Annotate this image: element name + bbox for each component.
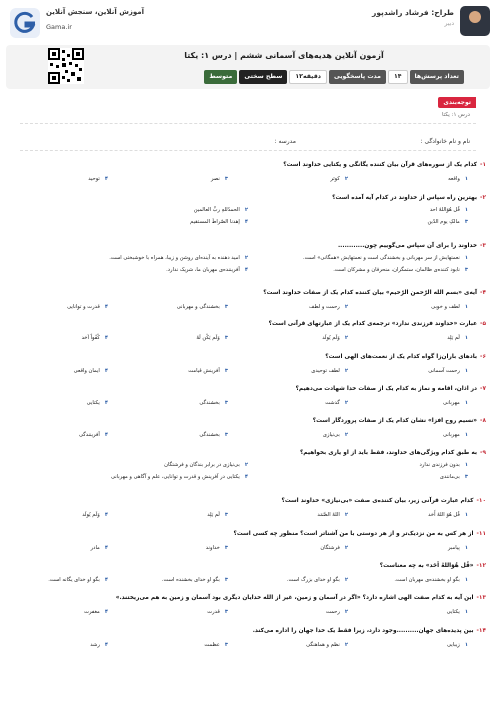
question-text: «نسیم روح افزا» نشان کدام یک از صفات پروردگار است؟ (312, 418, 478, 424)
question-4 (10, 290, 486, 320)
answer-option-2[interactable] (194, 207, 248, 213)
option-text: وَلَم یُولَد (82, 512, 100, 518)
question-stem (10, 195, 486, 205)
question-number: ۷- (480, 386, 486, 392)
option-number: ۴ (104, 609, 108, 615)
question-stem (10, 290, 486, 300)
option-text: مهربانی (443, 432, 460, 438)
option-text: آفرینش قیامت (188, 368, 220, 374)
option-number: ۲ (344, 512, 348, 518)
question-text: بادهای باران‌زا گواه کدام یک از نعمت‌های الهی است؟ (325, 354, 478, 360)
option-text: زیبایی (446, 642, 460, 648)
answer-option-1[interactable] (447, 609, 468, 615)
option-number: ۴ (104, 577, 108, 583)
answer-option-1[interactable] (428, 368, 468, 374)
option-text: واقعه (448, 176, 460, 182)
question-number: ۱۴- (476, 628, 486, 634)
question-1 (10, 162, 486, 192)
option-number: ۳ (224, 512, 228, 518)
option-number: ۴ (244, 219, 248, 225)
option-number: ۲ (344, 432, 348, 438)
option-text: رشد (90, 642, 100, 648)
option-number: ۳ (224, 545, 228, 551)
question-stem (10, 321, 486, 331)
option-number: ۳ (464, 219, 468, 225)
option-text: بخشندگی (199, 400, 220, 406)
question-9 (10, 450, 486, 480)
gama-logo-icon (10, 8, 40, 38)
option-text: رحمت و لطف (309, 304, 340, 310)
option-number: ۴ (244, 267, 248, 273)
answer-option-3[interactable] (196, 335, 228, 341)
question-12 (10, 563, 486, 593)
answer-option-2[interactable] (325, 400, 348, 406)
option-number: ۲ (344, 335, 348, 341)
answer-option-1[interactable] (448, 176, 468, 182)
answer-option-3[interactable] (199, 432, 228, 438)
answer-option-2[interactable] (320, 545, 348, 551)
answer-option-3[interactable] (199, 400, 228, 406)
answer-option-1[interactable] (443, 432, 468, 438)
school-name: آموزش آنلاین، سنجش آنلاین (46, 8, 145, 16)
answer-option-4[interactable] (67, 304, 108, 310)
student-info-row (20, 136, 476, 151)
answer-option-2[interactable] (306, 642, 348, 648)
option-text: مهربانی (443, 400, 460, 406)
option-number: ۳ (224, 176, 228, 182)
avatar (460, 6, 490, 36)
question-stem (10, 418, 486, 428)
option-number: ۲ (344, 368, 348, 374)
option-number: ۴ (104, 176, 108, 182)
option-text: یکتایی (446, 609, 460, 615)
question-3 (10, 243, 486, 273)
answer-option-1[interactable] (394, 577, 468, 583)
option-text: آفرینندگی (78, 432, 100, 438)
question-stem (10, 531, 486, 541)
option-number: ۲ (344, 642, 348, 648)
option-text: بخشندگی (199, 432, 220, 438)
option-number: ۳ (224, 304, 228, 310)
answer-option-2[interactable] (317, 512, 348, 518)
answer-option-3[interactable] (207, 512, 228, 518)
answer-option-4[interactable] (48, 577, 108, 583)
option-text: خداوند (205, 545, 220, 551)
question-stem (10, 563, 486, 573)
option-number: ۲ (244, 207, 248, 213)
option-number: ۱ (464, 577, 468, 583)
exam-title: آزمون آنلاین هدیه‌های آسمانی ششم | درس ۱: یکتا (184, 51, 384, 60)
option-text: آفریننده‌ی مهربان ما، شریک ندارد. (166, 267, 240, 273)
question-5 (10, 321, 486, 351)
question-number: ۴- (480, 290, 486, 296)
option-number: ۳ (224, 642, 228, 648)
author-name: طراح: فرشاد راشدپور (372, 8, 454, 17)
difficulty: متوسط (204, 70, 237, 84)
option-number: ۳ (224, 335, 228, 341)
answer-option-1[interactable] (430, 207, 468, 213)
answer-option-2[interactable] (330, 176, 348, 182)
question-number: ۱۰- (476, 498, 486, 504)
answer-option-1[interactable] (447, 335, 468, 341)
answer-option-4[interactable] (190, 219, 248, 225)
option-text: نظم و هماهنگی (306, 642, 340, 648)
question-text: «قُل هُوَاللهُ اَحَد» به چه معناست؟ (379, 563, 474, 569)
answer-option-3[interactable] (177, 304, 228, 310)
exam-title-bar (6, 45, 490, 89)
option-text: کوثر (330, 176, 340, 182)
answer-option-2[interactable] (164, 462, 248, 468)
option-text: مالکِ یوم الدّین (427, 219, 460, 225)
duration-label: مدت پاسخگویی (329, 70, 386, 84)
answer-option-1[interactable] (428, 512, 468, 518)
answer-option-2[interactable] (311, 368, 348, 374)
question-text: خداوند را برای آن سپاس می‌گوییم چون............ (337, 243, 478, 249)
answer-option-2[interactable] (322, 335, 348, 341)
lesson-label: درس ۱: یکتا (441, 112, 470, 118)
answer-option-4[interactable] (88, 176, 108, 182)
option-text: وَلَم یُولَد (322, 335, 340, 341)
option-text: رحمت (326, 609, 340, 615)
option-number: ۴ (104, 368, 108, 374)
author-tag: دبیر (444, 20, 454, 27)
question-number: ۳- (480, 243, 486, 249)
question-number: ۱۲- (476, 563, 486, 569)
answer-option-4[interactable] (84, 609, 108, 615)
option-text: یکتایی (86, 400, 100, 406)
answer-option-4[interactable] (82, 512, 108, 518)
answer-option-3[interactable] (204, 642, 228, 648)
option-number: ۴ (104, 512, 108, 518)
option-text: لَم یَلِد (447, 335, 460, 341)
answer-option-3[interactable] (162, 577, 228, 583)
question-number: ۶- (480, 354, 486, 360)
option-text: قدرت و توانایی (67, 304, 100, 310)
answer-option-2[interactable] (309, 304, 348, 310)
option-text: بی‌نیازی (322, 432, 340, 438)
answer-option-3[interactable] (211, 176, 228, 182)
option-text: یکتایی در آفرینش و قدرت و توانایی، علم و آگاهی و مهربانی (110, 474, 240, 480)
question-stem (10, 595, 486, 605)
option-text: نصر (211, 176, 220, 182)
option-number: ۴ (104, 335, 108, 341)
option-number: ۳ (224, 368, 228, 374)
option-number: ۱ (464, 335, 468, 341)
option-text: قُل هُوَ اللهُ أَحَد (428, 512, 460, 518)
option-text: بگو او خدای بزرگ است. (286, 577, 340, 583)
question-14 (10, 628, 486, 658)
answer-option-3[interactable] (427, 219, 468, 225)
option-text: فرشتگان (320, 545, 340, 551)
option-text: لَم یَلِد (207, 512, 220, 518)
answer-option-3[interactable] (440, 474, 468, 480)
option-number: ۳ (224, 400, 228, 406)
option-text: گذشت (325, 400, 340, 406)
answer-option-3[interactable] (333, 267, 468, 273)
page-header (0, 0, 496, 44)
option-number: ۴ (244, 474, 248, 480)
duration: ۱۲دقیقه (289, 70, 327, 84)
option-number: ۴ (104, 432, 108, 438)
question-number: ۸- (480, 418, 486, 424)
option-number: ۲ (344, 609, 348, 615)
option-number: ۱ (464, 545, 468, 551)
option-text: بی‌مانندی (439, 474, 460, 480)
question-text: به طبق کدام ویژگی‌های خداوند، فقط باید از او یاری بخواهیم؟ (299, 450, 478, 456)
question-number: ۹- (480, 450, 486, 456)
question-text: بهترین راه سپاس از خداوند در کدام آیه آمده است؟ (332, 195, 478, 201)
answer-option-4[interactable] (82, 335, 108, 341)
option-text: وَلَم یَکُن لَهُ (196, 335, 220, 341)
question-2 (10, 195, 486, 225)
option-number: ۱ (464, 432, 468, 438)
option-text: قدرت (207, 609, 220, 615)
school-box (10, 6, 150, 38)
option-text: رحمت آسمانی (428, 368, 460, 374)
option-text: بگو او خدای یگانه است. (48, 577, 100, 583)
question-number: ۱- (480, 162, 486, 168)
option-text: توحید (88, 176, 100, 182)
option-number: ۱ (464, 400, 468, 406)
question-text: آیه‌ی «بسم الله الرّحمن الرّحیم» بیان کننده کدام یک از صفات خداوند است؟ (263, 290, 478, 296)
question-stem (10, 354, 486, 364)
question-stem (10, 628, 486, 638)
answer-option-2[interactable] (109, 255, 248, 261)
school-site[interactable]: Gama.ir (46, 23, 72, 31)
option-text: کُفُواً اَحَد (81, 335, 100, 341)
answer-option-4[interactable] (87, 400, 108, 406)
option-text: لطف توحیدی (311, 368, 340, 374)
option-text: امید دهنده به آینده‌ای روشن و زیبا، همراه با خوشبختی است. (109, 255, 240, 261)
question-6 (10, 354, 486, 384)
answer-option-3[interactable] (188, 368, 228, 374)
question-11 (10, 531, 486, 561)
option-text: بگو او خدای بخشنده است. (161, 577, 220, 583)
answer-option-4[interactable] (111, 474, 248, 480)
answer-option-4[interactable] (91, 545, 108, 551)
question-stem (10, 386, 486, 396)
option-number: ۱ (464, 609, 468, 615)
option-number: ۱ (464, 176, 468, 182)
question-number: ۱۱- (476, 531, 486, 537)
question-stem (10, 450, 486, 460)
option-number: ۲ (344, 176, 348, 182)
question-10 (10, 498, 486, 528)
option-number: ۳ (464, 474, 468, 480)
question-stem (10, 162, 486, 172)
option-text: إهدنا الصّراطَ المستقیم (190, 219, 240, 225)
option-text: نابود کننده‌ی ظالمان، ستمگران، منحرفان و مشرکان است. (333, 267, 460, 273)
answer-option-1[interactable] (448, 545, 468, 551)
question-text: از هر کس به من نزدیک‌تر و از هر دوستی با من آشناتر است؟ منظور چه کسی است؟ (233, 531, 474, 537)
answer-option-1[interactable] (443, 400, 468, 406)
question-text: بین پدیده‌های جهان..........وجود دارد، زیرا فقط یک خدا جهان را اداره می‌کند. (252, 628, 474, 634)
option-text: ایمان واقعی (73, 368, 100, 374)
question-text: کدام عبارت قرآنی زیر، بیان کننده‌ی صفت «بی‌نیازی» خداوند است؟ (281, 498, 474, 504)
answer-option-2[interactable] (326, 609, 348, 615)
answer-option-1[interactable] (447, 642, 468, 648)
option-text: بدون فرزندی ندارد (419, 462, 460, 468)
option-number: ۳ (224, 432, 228, 438)
question-text: این آیه به کدام صفت الهی اشاره دارد؟ «اگر در آسمان و زمین، غیر از الله خدایان دیگری بود آسمان و زمین به هم می‌ریختند.» (115, 595, 474, 601)
name-label: نام و نام خانوادگی : (420, 138, 470, 145)
option-number: ۲ (344, 304, 348, 310)
lesson-row (20, 109, 476, 124)
option-number: ۱ (464, 304, 468, 310)
qr-code-icon[interactable] (48, 48, 84, 84)
option-number: ۳ (464, 267, 468, 273)
option-number: ۲ (344, 577, 348, 583)
question-stem (10, 498, 486, 508)
answer-option-3[interactable] (206, 545, 228, 551)
option-number: ۲ (344, 400, 348, 406)
option-number: ۱ (464, 207, 468, 213)
option-number: ۲ (244, 255, 248, 261)
option-number: ۱ (464, 642, 468, 648)
option-text: عظمت (204, 642, 220, 648)
option-number: ۱ (464, 512, 468, 518)
question-7 (10, 386, 486, 416)
answer-option-4[interactable] (90, 642, 108, 648)
option-text: قُل هُوَاللهُ احد (429, 207, 460, 213)
question-count: ۱۴ (388, 70, 408, 84)
option-number: ۳ (224, 609, 228, 615)
option-number: ۲ (344, 545, 348, 551)
question-13 (10, 595, 486, 625)
option-text: اللهُ الصَّمَد (317, 512, 340, 518)
answer-option-3[interactable] (207, 609, 228, 615)
question-number: ۱۳- (476, 595, 486, 601)
school-field-label: مدرسه : (274, 138, 296, 145)
option-number: ۱ (464, 368, 468, 374)
option-number: ۱ (464, 255, 468, 261)
answer-option-2[interactable] (287, 577, 348, 583)
option-text: بگو او بخشنده‌ی مهربان است. (394, 577, 460, 583)
answer-option-1[interactable] (303, 255, 468, 261)
answer-option-1[interactable] (420, 462, 468, 468)
author-box (340, 4, 490, 44)
option-text: بی‌نیازی در برابر بندگان و فرشتگان (164, 462, 240, 468)
option-text: لطف و خوبی (431, 304, 460, 310)
option-number: ۳ (224, 577, 228, 583)
answer-option-4[interactable] (166, 267, 248, 273)
question-count-label: تعداد پرسش‌ها (410, 70, 464, 84)
question-text: کدام یک از سوره‌های قرآن بیان کننده یگانگی و یکتایی خداوند است؟ (283, 162, 478, 168)
option-number: ۴ (104, 304, 108, 310)
option-number: ۱ (464, 462, 468, 468)
option-number: ۲ (244, 462, 248, 468)
question-stem (10, 243, 486, 253)
option-text: مغفرت (84, 609, 100, 615)
answer-option-1[interactable] (431, 304, 468, 310)
option-text: الحمدُللهِ ربِّ العالمین (193, 207, 240, 213)
section-tag: توجه‌بندی (438, 97, 476, 108)
question-text: در اذان، اقامه و نماز به کدام یک از صفات خدا شهادت می‌دهیم؟ (295, 386, 478, 392)
question-8 (10, 418, 486, 448)
option-number: ۴ (104, 400, 108, 406)
answer-option-4[interactable] (74, 368, 108, 374)
option-text: مادر (90, 545, 100, 551)
question-number: ۵- (480, 321, 486, 327)
option-text: نعمتهایش از سر مهربانی و بخشندگی است و نعمتهایش «همگانی» است. (303, 255, 460, 261)
exam-stats (204, 70, 464, 84)
difficulty-label: سطح سختی (239, 70, 287, 84)
option-text: پیامبر (448, 545, 460, 551)
question-text: عبارت «خداوند فرزندی ندارد» ترجمه‌ی کدام یک از عبارتهای قرآنی است؟ (268, 321, 478, 327)
option-number: ۴ (104, 642, 108, 648)
answer-option-2[interactable] (323, 432, 348, 438)
option-number: ۴ (104, 545, 108, 551)
option-text: بخشندگی و مهربانی (176, 304, 220, 310)
answer-option-4[interactable] (79, 432, 108, 438)
question-number: ۲- (480, 195, 486, 201)
